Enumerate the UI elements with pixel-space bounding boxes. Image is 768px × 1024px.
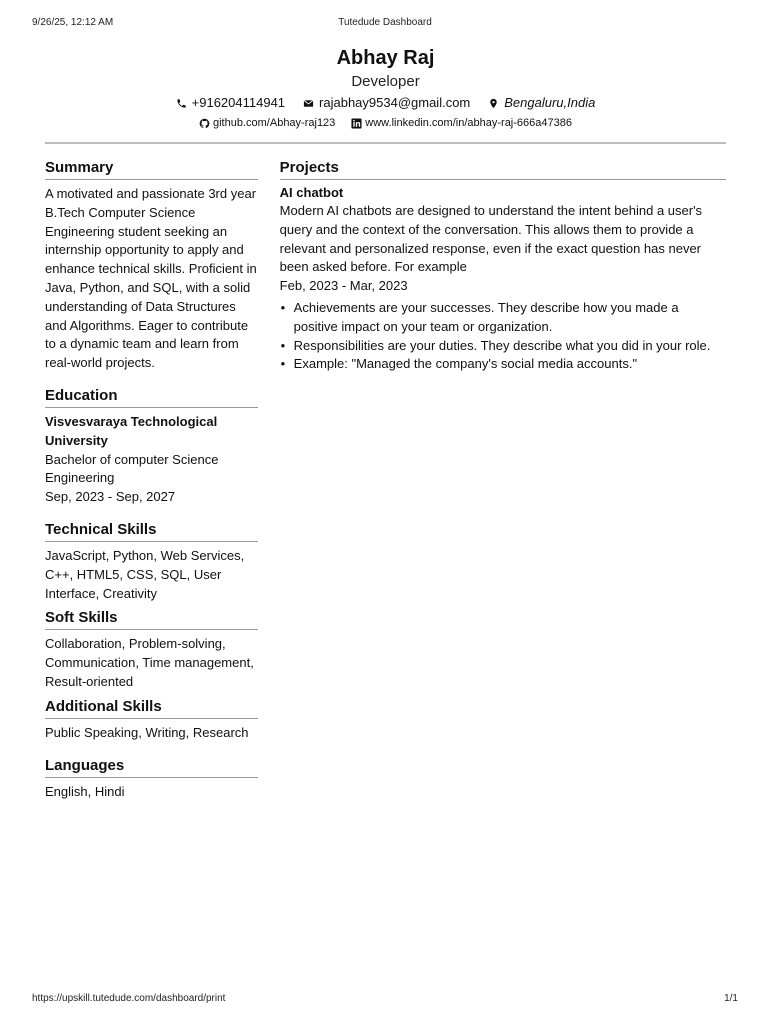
project-name: AI chatbot [279, 185, 344, 200]
education-dates: Sep, 2023 - Sep, 2027 [45, 489, 176, 505]
technical-skills-section [45, 521, 258, 603]
languages-section [45, 757, 258, 802]
soft-skills-text: Collaboration, Problem-solving, Communication, Time management, Result-oriented [45, 636, 254, 689]
resume-header [45, 44, 726, 130]
soft-skills-section [45, 609, 258, 691]
projects-section [280, 159, 726, 374]
technical-skills-text: JavaScript, Python, Web Services, C++, HTML5, CSS, SQL, User Interface, Creativity [45, 547, 245, 601]
mail-icon [303, 98, 314, 109]
degree-name: Bachelor of computer Science Engineering [45, 451, 219, 486]
contact-row [45, 95, 726, 111]
list-item: • Responsibilities are your duties. They describe what you did in your role. [294, 337, 726, 356]
email-text: rajabhay9534@gmail.com [319, 95, 471, 110]
right-column [280, 159, 726, 815]
location-text: Bengaluru,India [504, 95, 596, 110]
github-icon [199, 118, 210, 129]
links-row [45, 116, 726, 130]
email-contact[interactable] [303, 95, 470, 111]
section-title: Languages [45, 757, 258, 778]
list-item: • Achievements are your successes. They describe how you made a positive impact on your team or organization. [294, 299, 726, 337]
resume [45, 44, 726, 815]
education-section [45, 387, 258, 507]
linkedin-text: www.linkedin.com/in/abhay-raj-666a47386 [365, 117, 572, 129]
print-date: 9/26/25, 12:12 AM [32, 17, 114, 28]
candidate-name: Abhay Raj [336, 47, 435, 69]
print-header [32, 17, 738, 31]
linkedin-icon [351, 118, 362, 129]
resume-body [45, 159, 726, 815]
summary-text: A motivated and passionate 3rd year B.Tech Computer Science Engineering student seeking an internship opportunity to apply and enhance technical skills. Proficient in Java, Python, and SQL, with a solid understanding of Data Structures and Algorithms. Eager to contribute to a dynamic team and learn from real-world projects. [45, 186, 257, 371]
header-divider [45, 142, 726, 144]
linkedin-link[interactable] [351, 116, 572, 130]
location-pin-icon [488, 98, 499, 109]
phone-text: +916204114941 [191, 95, 286, 110]
additional-skills-section [45, 698, 258, 743]
github-link[interactable] [199, 116, 335, 130]
education-entry [45, 413, 258, 507]
phone-icon [176, 98, 187, 109]
project-description: Modern AI chatbots are designed to understand the intent behind a user's query and the context of the conversation. This allows them to provide a relevant and personalized response, even if the exact question has never been asked before. For example [279, 203, 703, 275]
section-title: Technical Skills [45, 521, 258, 542]
github-text: github.com/Abhay-raj123 [213, 117, 336, 129]
project-bullets [280, 299, 726, 374]
print-footer [32, 993, 738, 1007]
list-item: • Example: "Managed the company's social media accounts." [294, 355, 726, 374]
section-title: Soft Skills [45, 609, 258, 630]
summary-section [45, 159, 258, 373]
institution-name: Visvesvaraya Technological University [45, 413, 218, 448]
section-title: Additional Skills [45, 698, 258, 719]
location-contact [488, 95, 595, 111]
section-title: Projects [280, 159, 726, 180]
project-entry [280, 184, 726, 374]
phone-contact [176, 95, 285, 111]
section-title: Education [45, 387, 258, 408]
left-column [45, 159, 258, 815]
print-url: https://upskill.tutedude.com/dashboard/print [32, 993, 226, 1004]
page-number: 1/1 [724, 993, 738, 1004]
section-title: Summary [45, 159, 258, 180]
additional-skills-text: Public Speaking, Writing, Research [45, 724, 249, 740]
project-dates: Feb, 2023 - Mar, 2023 [279, 278, 408, 294]
languages-text: English, Hindi [45, 783, 125, 799]
print-title: Tutedude Dashboard [338, 17, 432, 28]
candidate-role: Developer [351, 73, 420, 90]
